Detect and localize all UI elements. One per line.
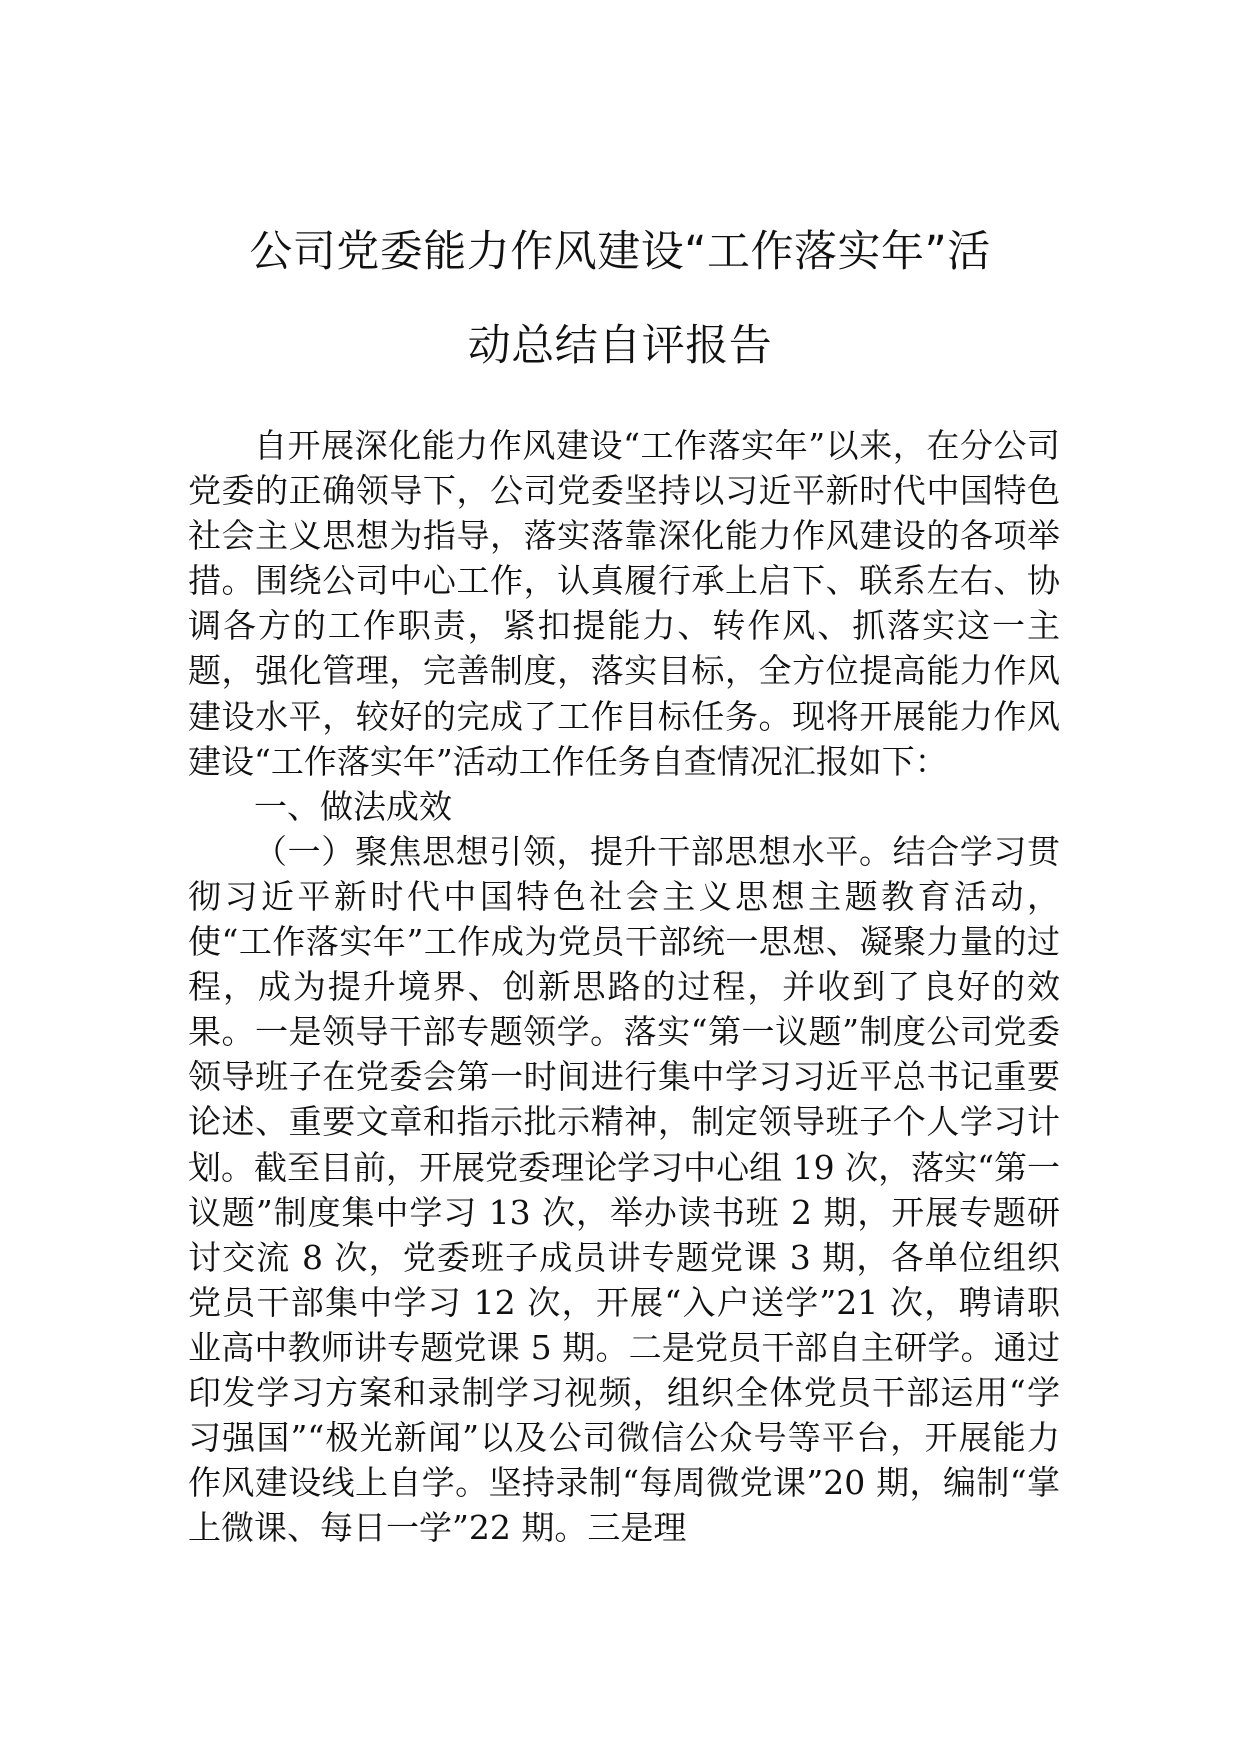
title-line-1: 公司党委能力作风建设“工作落实年”活 <box>249 227 991 277</box>
intro-paragraph: 自开展深化能力作风建设“工作落实年”以来，在分公司党委的正确领导下，公司党委坚持以习近平新时代中国特色社会主义思想为指导，落实落靠深化能力作风建设的各项举措。围绕公司中心工作，认真履行承上启下、联系左右、协调各方的工作职责，紧扣提能力、转作风、抓落实这一主题，强化管理，完善制度，落实目标，全方位提高能力作风建设水平，较好的完成了工作目标任务。现将开展能力作风建设“工作落实年”活动工作任务自查情况汇报如下： <box>188 426 1060 781</box>
document-body <box>188 423 1060 1550</box>
section-heading: 一、做法成效 <box>254 786 452 826</box>
section-paragraph: （一）聚焦思想引领，提升干部思想水平。结合学习贯彻习近平新时代中国特色社会主义思想主题教育活动，使“工作落实年”工作成为党员干部统一思想、凝聚力量的过程，成为提升境界、创新思路的过程，并收到了良好的效果。一是领导干部专题领学。落实“第一议题”制度公司党委领导班子在党委会第一时间进行集中学习习近平总书记重要论述、重要文章和指示批示精神，制定领导班子个人学习计划。截至目前，开展党委理论学习中心组 19 次，落实“第一议题”制度集中学习 13 次，举办读书班 2 期，开展专题研讨交流 8 次，党委班子成员讲专题党课 3 期，各单位组织党员干部集中学习 12 次，开展“入户送学”21 次，聘请职业高中教师讲专题党课 5 期。二是党员干部自主研学。通过印发学习方案和录制学习视频，组织全体党员干部运用“学习强国”“极光新闻”以及公司微信公众号等平台，开展能力作风建设线上自学。坚持录制“每周微党课”20 期，编制“掌上微课、每日一学”22 期。三是理 <box>188 831 1060 1548</box>
document-title <box>150 205 1090 393</box>
title-line-2: 动总结自评报告 <box>467 321 773 371</box>
